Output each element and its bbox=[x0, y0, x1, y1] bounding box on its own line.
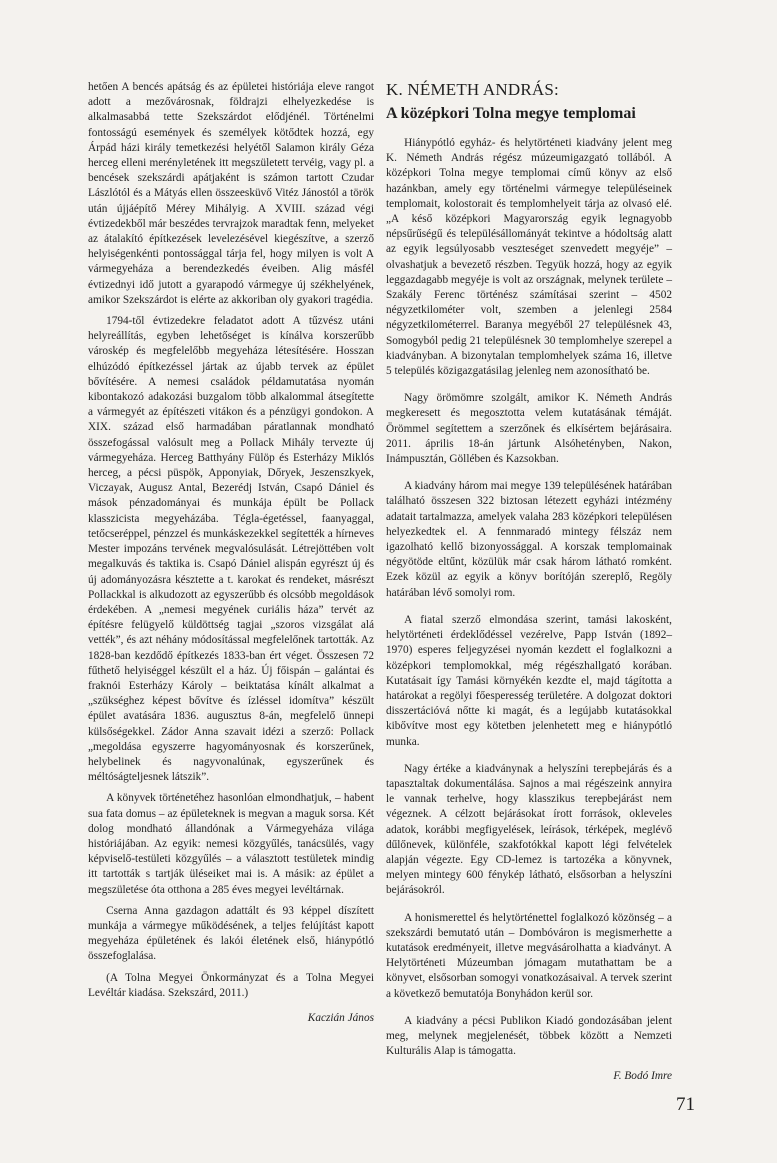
left-paragraph-3: A könyvek történetéhez hasonlóan elmondhatjuk, – habent sua fata domus – az épületeknek is megvan a maguk sorsa. Két dolog mondható állandónak a Vármegyeháza világa históriájában. Az egyik: nemesi közgyűlés, tanácsülés, vagy képviselő-testületi közgyűlés – a választott testületek mindig itt tartották s tartják üléseiket mai is. A másik: az épület a megszületése óta otthona a 285 éves megyei levéltárnak. bbox=[88, 792, 374, 896]
left-signature: Kaczián János bbox=[307, 1011, 374, 1024]
review-title: A középkori Tolna megye templomai bbox=[386, 105, 636, 122]
left-column bbox=[88, 80, 374, 1026]
left-paragraph-5: (A Tolna Megyei Önkormányzat és a Tolna Megyei Levéltár kiadása. Szekszárd, 2011.) bbox=[88, 971, 374, 999]
right-paragraph-4: A fiatal szerző elmondása szerint, tamási lakosként, helytörténeti érdeklődéssel vezérelve, Papp István (1892–1970) esperes feljegyzései nyomán kezdett el foglalkozni a középkori templomokkal, még régészhallgató korában. Kutatásait így Tamási környékén kezdte el, majd tágította a határokat a regölyi főesperesség területére. A dolgozat doktori disszertációvá nőtte ki magát, és a legújabb kutatásokkal kibővítve most egy kötetben jelenhetett meg e hiánypótló munka. bbox=[386, 613, 672, 748]
left-paragraph-1: hetően A bencés apátság és az épületei históriája eleve rangot adott a mezővárosnak, földrajzi elhelyezkedése is alkalmasabbá tette Szekszárdot elődjénél. Történelmi fontosságú események és személyek kötődtek hozzá, egy Árpád házi király temetkezési helyétől Salamon király Géza herceg elleni merényletének itt megszületett tervéig, vagy pl. a bencések szekszárdi apátjaként is számon tartott Czudar Lászlótól és a Mátyás ellen összeesküvő Vitéz Jánostól a török után újjáépítő Mérey Mihályig. A XVIII. század végi évtizedekből már beszédes tervrajzok maradtak fenn, melyeket az átalakító építkezések levelezésével kiegészítve, a szerző helyiségenkénti pontossággal tárja fel, hogy milyen is volt A vármegyeháza a berendezkedés éveiben. Alig másfél évtizednyi idő jutott a gyarapodó vármegye új székhelyének, amikor Szekszárdot is elérte az akkoriban oly gyakori tragédia. bbox=[88, 81, 374, 306]
right-paragraph-2: Nagy örömömre szolgált, amikor K. Németh András megkeresett és megosztotta velem kutatásának témáját. Örömmel segítettem a szerzőnek és elkísértem bejárásaira. 2011. április 18-án jártunk Alsóhetényben, Nakon, Inámpusztán, Göllében és Kazsokban. bbox=[386, 392, 672, 466]
left-paragraph-2: 1794-től évtizedekre feladatot adott A tűzvész utáni helyreállítás, egyben lehetőséget is kínálva korszerűbb városkép és megfelelőbb megyeháza létesítésére. Hosszan elhúzódó építkezéssel jártak az újabb tervek az épület bővítésére. A nemesi családok példamutatása nyomán kibontakozó adakozási buzgalom több alkalommal átsegítette a vármegyét az építészeti vitákon és a pénzügyi gondokon. A XIX. század első harmadában páratlannak mondható összefogással valósult meg a Pollack Mihály tervezte új vármegyeháza. Herceg Batthyány Fülöp és Esterházy Miklós herceg, a pécsi püspök, Apponyiak, Dőryek, Jeszenszkyek, Viczayak, Augusz Antal, Bezerédj István, Csapó Dániel és mások pénzadományai és munkája épült be Pollack klasszicista megyeházába. Tégla-égetéssel, faanyaggal, tetőcseréppel, pénzzel és munkáskezekkel segítették a hírneves Mester impozáns tervének megvalósulását. Létrejöttében volt megalkuvás és taktika is. Csapó Dániel alispán egyrészt új és új adományozásra késztette a t. karokat és rendeket, másrészt Pollackkal is alkudozott az egyszerűbb és olcsóbb megoldások érdekében. A „nemesi megyének curiális háza” tervét az építésre felügyelő küldöttség tagjai „szoros vizsgálat alá vették”, és azt néhány módosítással megfelelőnek tartották. Az 1828-ban kezdődő építkezés 1833-ban ért véget. Összesen 72 fűthető helyiséggel készült el a ház. Új főispán – galántai és fraknói Esterházy Károly – beiktatása kínált alkalmat a „szükséghez képest bővítve és ízléssel idomítva” készült épület avatására 1836. augusztus 8-án, megfelelő ünnepi külsőségekkel. Zádor Anna szavait idézi a szerző: Pollack „megoldása egyszerre hagyományosnak és korszerűnek, helybelinek és nagyvonalúnak, egyszerűnek és méltóságteljesnek látszik”. bbox=[88, 315, 374, 784]
right-paragraph-3: A kiadvány három mai megye 139 településének határában található összesen 322 biztosan létezett egyházi intézmény adatait tartalmazza, amelyek valaha 283 középkori településen helyezkedtek el. A fennmaradó mintegy félszáz nem igazolható kellő bizonyossággal. A korszak templomainak négyötöde eltűnt, közülük már csak három látható romként. Ezek közül az egyik a könyv borítóján szereplő, Regöly határában lévő somolyi rom. bbox=[386, 480, 672, 599]
right-paragraph-6: A honismerettel és helytörténettel foglalkozó közönség – a szekszárdi bemutató után – Dombóváron is megismerhette a kutatások eredményeit, illetve megvásárolhatta a kiadványt. A Helytörténeti Múzeumban jómagam mutathattam be a könyvet, elsősorban somogyi vonatkozásaival. A tervek szerint a következő bemutatója Bonyhádon kerül sor. bbox=[386, 911, 672, 1000]
right-paragraph-1: Hiánypótló egyház- és helytörténeti kiadvány jelent meg K. Németh András régész múzeumigazgató tollából. A középkori Tolna megye templomai című könyv az első hazánkban, amely egy történelmi vármegye településeinek templomait, kolostorait és templomhelyeit tárja az olvasó elé. „A késő középkori Magyarország egyik legnagyobb népsűrűségű és településállományát tekintve a hódoltság alatt az egyik legsúlyosabb veszteséget szenvedett megyéje” – olvashatjuk a bevezető részben. Tegyük hozzá, hogy az egyik leggazdagabb megyéje is volt az országnak, melynek területe – Szakály Ferenc történész számításai szerint – 4502 négyzetkilométer volt, szemben a jelenlegi 2584 négyzetkilométerrel. Baranya megyéből 27 településnek 43, Somogyból pedig 21 településnek 30 templomhelye szerepel a kiadványban. A bizonytalan templomhelyek száma 16, illetve 5 település közigazgatásilag jelenleg nem azonosítható be. bbox=[386, 137, 672, 378]
left-paragraph-4: Cserna Anna gazdagon adattált és 93 képpel díszített munkája a vármegye működésének, a teljes felújítást kapott megyeháza épületének és lakói életének első, hiánypótló összefoglalása. bbox=[88, 904, 374, 963]
review-author: K. NÉMETH ANDRÁS: bbox=[386, 80, 559, 99]
right-paragraph-5: Nagy értéke a kiadványnak a helyszíni terepbejárás és a tapasztaltak dokumentálása. Sajnos a mai régészeink annyira le vannak terhelve, hogy klasszikus terepbejárást nem végeznek. A célzott bejárásokat írott források, okleveles adatok, korábbi megfigyelések, leírások, térképek, meglévő dűlőnevek, különféle, szakfotókkal kapott légi felvételek alapján végezte. Egy CD-lemez is tartozéka a könyvnek, melyen mintegy 600 fénykép látható, elsősorban a helyszíni bejárásokról. bbox=[386, 762, 672, 897]
right-signature: F. Bodó Imre bbox=[613, 1070, 672, 1083]
right-paragraph-7: A kiadvány a pécsi Publikon Kiadó gondozásában jelent meg, melynek megjelenését, többek között a Nemzeti Kulturális Alap is támogatta. bbox=[386, 1014, 672, 1058]
right-column bbox=[386, 80, 672, 1085]
page-number: 71 bbox=[676, 1094, 695, 1115]
